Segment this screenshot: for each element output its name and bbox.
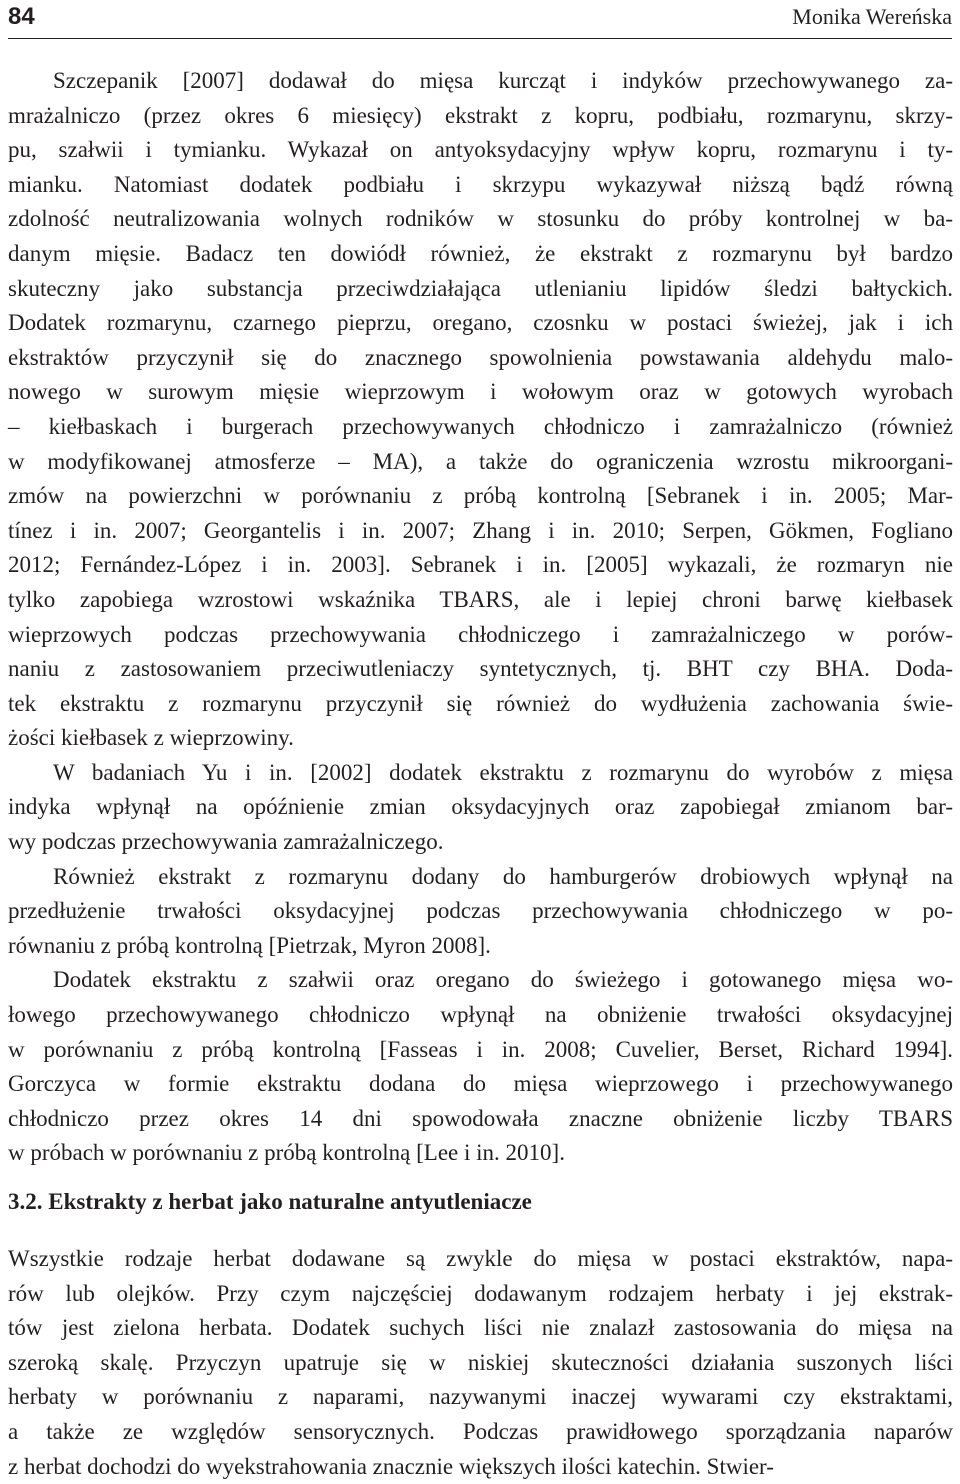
text-line: przedłużenie trwałości oksydacyjnej podczas przechowywania chłodniczego w po- xyxy=(8,898,953,924)
paragraph xyxy=(8,64,953,756)
text-line: zmów na powierzchni w porównaniu z próbą kontrolną [Sebranek i in. 2005; Mar- xyxy=(8,483,953,509)
running-head-author: Monika Wereńska xyxy=(792,4,952,29)
text-line: żości kiełbasek z wieprzowiny. xyxy=(8,725,294,751)
text-line: – kiełbaskach i burgerach przechowywanych chłodniczo i zamrażalniczo (również xyxy=(8,413,953,439)
body-text-bottom xyxy=(8,1242,953,1484)
text-line: Wszystkie rodzaje herbat dodawane są zwykle do mięsa w postaci ekstraktów, napa- xyxy=(8,1246,953,1271)
text-line: skuteczny jako substancja przeciwdziałająca utlenianiu lipidów śledzi bałtyckich. xyxy=(8,275,953,301)
paragraph xyxy=(8,756,953,860)
text-line: pu, szałwii i tymianku. Wykazał on antyoksydacyjny wpływ kopru, rozmarynu i ty- xyxy=(8,137,953,163)
page-header xyxy=(8,0,952,39)
text-line: równaniu z próbą kontrolną [Pietrzak, Myron 2008]. xyxy=(8,932,491,958)
text-line: Szczepanik [2007] dodawał do mięsa kurcząt i indyków przechowywanego za- xyxy=(53,68,953,93)
paragraph xyxy=(8,1242,953,1484)
text-line: wy podczas przechowywania zamrażalniczego. xyxy=(8,829,444,855)
page-number: 84 xyxy=(8,3,35,30)
text-line: chłodniczo przez okres 14 dni spowodowała znaczne obniżenie liczby TBARS xyxy=(8,1105,953,1131)
text-line: herbaty w porównaniu z naparami, nazywanymi inaczej wywarami czy ekstraktami, xyxy=(8,1384,953,1410)
text-line: nowego w surowym mięsie wieprzowym i wołowym oraz w gotowych wyrobach xyxy=(8,379,953,405)
text-line: tylko zapobiega wzrostowi wskaźnika TBARS, ale i lepiej chroni barwę kiełbasek xyxy=(8,586,953,612)
text-line: w modyfikowanej atmosferze – MA), a także do ograniczenia wzrostu mikroorgani- xyxy=(8,448,953,474)
paragraph xyxy=(8,860,953,964)
text-line: mianku. Natomiast dodatek podbiału i skrzypu wykazywał niższą bądź równą xyxy=(8,171,953,197)
text-line: 2012; Fernández-López i in. 2003]. Sebranek i in. [2005] wykazali, że rozmaryn nie xyxy=(8,552,953,578)
text-line: W badaniach Yu i in. [2002] dodatek ekstraktu z rozmarynu do wyrobów z mięsa xyxy=(53,759,953,785)
text-line: łowego przechowywanego chłodniczo wpłynął na obniżenie trwałości oksydacyjnej xyxy=(8,1002,953,1028)
text-line: mrażalniczo (przez okres 6 miesięcy) ekstrakt z kopru, podbiału, rozmarynu, skrzy- xyxy=(8,102,953,128)
text-line: w porównaniu z próbą kontrolną [Fasseas i in. 2008; Cuvelier, Berset, Richard 1994]. xyxy=(8,1036,953,1062)
text-line: Dodatek ekstraktu z szałwii oraz oregano do świeżego i gotowanego mięsa wo- xyxy=(53,967,953,993)
text-line: ekstraktów przyczynił się do znacznego spowolnienia powstawania aldehydu malo- xyxy=(8,344,953,370)
text-line: Również ekstrakt z rozmarynu dodany do hamburgerów drobiowych wpłynął na xyxy=(53,863,953,889)
paragraph xyxy=(8,963,953,1171)
text-line: wieprzowych podczas przechowywania chłodniczego i zamrażalniczego w porów- xyxy=(8,621,953,647)
text-line: tínez i in. 2007; Georgantelis i in. 2007; Zhang i in. 2010; Serpen, Gökmen, Fogliano xyxy=(8,517,953,543)
text-line: danym mięsie. Badacz ten dowiódł również, że ekstrakt z rozmarynu był bardzo xyxy=(8,240,953,266)
text-line: a także ze względów sensorycznych. Podczas prawidłowego sporządzania naparów xyxy=(8,1418,953,1444)
text-line: z herbat dochodzi do wyekstrahowania znacznie większych ilości katechin. Stwier- xyxy=(8,1453,774,1479)
text-line: tek ekstraktu z rozmarynu przyczynił się również do wydłużenia zachowania świe- xyxy=(8,690,953,716)
text-line: indyka wpłynął na opóźnienie zmian oksydacyjnych oraz zapobiegał zmianom bar- xyxy=(8,794,953,820)
text-line: zdolność neutralizowania wolnych rodników w stosunku do próby kontrolnej w ba- xyxy=(8,206,953,232)
body-text-top xyxy=(8,64,953,1171)
text-line: rów lub olejków. Przy czym najczęściej dodawanym rodzajem herbaty i jej ekstrak- xyxy=(8,1280,953,1306)
text-line: Dodatek rozmarynu, czarnego pieprzu, oregano, czosnku w postaci świeżej, jak i ich xyxy=(8,310,953,336)
text-line: tów jest zielona herbata. Dodatek suchych liści nie znalazł zastosowania do mięsa na xyxy=(8,1315,953,1341)
section-heading: 3.2. Ekstrakty z herbat jako naturalne antyutleniacze xyxy=(8,1189,532,1214)
text-line: szeroką skalę. Przyczyn upatruje się w niskiej skuteczności działania suszonych liści xyxy=(8,1349,953,1375)
text-line: Gorczyca w formie ekstraktu dodana do mięsa wieprzowego i przechowywanego xyxy=(8,1071,953,1097)
text-line: naniu z zastosowaniem przeciwutleniaczy syntetycznych, tj. BHT czy BHA. Doda- xyxy=(8,656,953,682)
text-line: w próbach w porównaniu z próbą kontrolną [Lee i in. 2010]. xyxy=(8,1140,565,1166)
